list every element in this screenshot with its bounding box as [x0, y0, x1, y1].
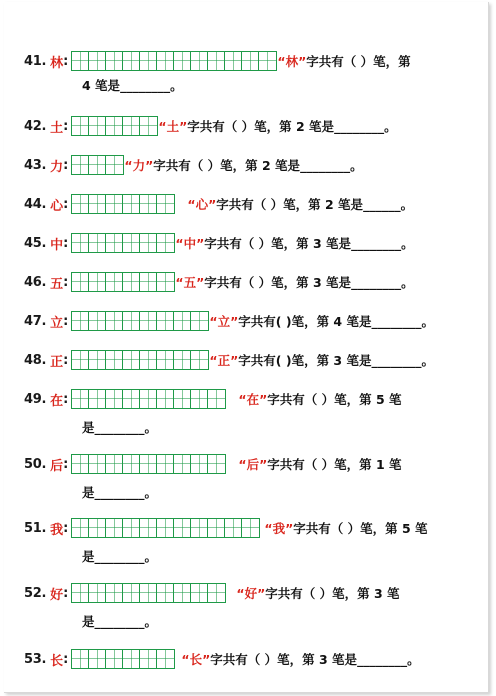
answer-blank[interactable]: ________	[300, 157, 351, 173]
question-43: 43. 力 : “力” 字共有（ ）笔，第 2 笔是 ________ 。	[24, 153, 484, 177]
period: 。	[144, 420, 158, 435]
quoted-character: “力”	[124, 158, 154, 173]
question-text: 字共有（ ）笔，第 2 笔是	[153, 158, 301, 173]
question-text: 字共有（ ）笔，第 2 笔是	[187, 119, 335, 134]
target-character: 我	[50, 522, 64, 538]
question-text: 字共有（ ）笔，第 3 笔是	[210, 652, 358, 667]
target-character: 长	[50, 653, 64, 669]
stroke-writing-grid[interactable]	[71, 649, 175, 669]
period: 。	[401, 275, 414, 290]
answer-blank[interactable]: ________	[371, 313, 422, 329]
question-52: 52. 好 : “好” 字共有（ ）笔，第 3 笔 是 ________ 。	[24, 581, 484, 633]
question-number: 48.	[24, 352, 47, 368]
quoted-character: “在”	[238, 392, 268, 407]
answer-blank[interactable]: ______	[363, 196, 401, 212]
question-text: 字共有（ ）笔，第 3 笔是	[204, 236, 352, 251]
question-50: 50. 后 : “后” 字共有（ ）笔，第 1 笔 是 ________ 。	[24, 452, 484, 504]
question-45: 45. 中 : “中” 字共有（ ）笔，第 3 笔是 ________ 。	[24, 231, 484, 255]
period: 。	[144, 549, 158, 564]
question-41: 41. 林 : “林” 字共有（ ）笔，第 4 笔是 ________ 。	[24, 49, 484, 97]
target-character: 立	[50, 315, 64, 331]
answer-blank[interactable]: ________	[94, 419, 145, 435]
answer-blank[interactable]: ________	[94, 548, 145, 564]
question-number: 50.	[24, 456, 47, 472]
question-46: 46. 五 : “五” 字共有（ ）笔，第 3 笔是 ________ 。	[24, 270, 484, 294]
quoted-character: “五”	[175, 275, 205, 290]
question-number: 46.	[24, 274, 47, 290]
stroke-writing-grid[interactable]	[71, 389, 226, 409]
question-51: 51. 我 : “我” 字共有（ ）笔，第 5 笔 是 ________ 。	[24, 516, 484, 568]
question-44: 44. 心 : “心” 字共有（ ）笔，第 2 笔是 ______ 。	[24, 192, 484, 216]
worksheet-page	[4, 2, 489, 693]
period: 。	[407, 652, 420, 667]
question-number: 43.	[24, 157, 47, 173]
period: 。	[144, 614, 158, 629]
question-number: 47.	[24, 313, 47, 329]
stroke-writing-grid[interactable]	[71, 311, 209, 331]
stroke-writing-grid[interactable]	[71, 116, 158, 136]
target-character: 林	[50, 55, 64, 71]
answer-blank[interactable]: ________	[120, 77, 171, 93]
question-text: 字共有（ ）笔，第 3 笔是	[204, 275, 352, 290]
question-number: 41.	[24, 53, 47, 69]
quoted-character: “我”	[264, 521, 294, 536]
answer-blank[interactable]: ________	[94, 613, 145, 629]
question-42: 42. 土 : “土” 字共有（ ）笔，第 2 笔是 ________ 。	[24, 114, 484, 138]
question-text: 字共有（ ）笔，第 1 笔	[267, 457, 402, 472]
answer-blank[interactable]: ________	[94, 484, 145, 500]
period: 。	[350, 158, 363, 173]
stroke-writing-grid[interactable]	[71, 583, 226, 603]
question-text-cont: 是	[82, 420, 95, 435]
target-character: 土	[50, 120, 64, 136]
question-53: 53. 长 : “长” 字共有（ ）笔，第 3 笔是 ________ 。	[24, 647, 484, 671]
quoted-character: “心”	[187, 197, 217, 212]
stroke-writing-grid[interactable]	[71, 518, 260, 538]
question-text: 字共有（ ）笔，第 5 笔	[267, 392, 402, 407]
question-text: 字共有( )笔，第 3 笔是	[238, 353, 372, 368]
quoted-character: “后”	[238, 457, 268, 472]
question-text-cont: 4 笔是	[82, 78, 121, 93]
question-number: 53.	[24, 651, 47, 667]
stroke-writing-grid[interactable]	[71, 51, 277, 71]
quoted-character: “好”	[236, 586, 266, 601]
target-character: 正	[50, 354, 64, 370]
question-number: 52.	[24, 585, 47, 601]
question-text: 字共有（ ）笔，第 2 笔是	[216, 197, 364, 212]
answer-blank[interactable]: ________	[351, 235, 402, 251]
period: 。	[170, 78, 183, 93]
question-text: 字共有( )笔，第 4 笔是	[238, 314, 372, 329]
target-character: 力	[50, 159, 64, 175]
quoted-character: “土”	[158, 119, 188, 134]
stroke-writing-grid[interactable]	[71, 194, 175, 214]
quoted-character: “中”	[175, 236, 205, 251]
period: 。	[421, 314, 434, 329]
question-text-cont: 是	[82, 614, 95, 629]
answer-blank[interactable]: ________	[357, 651, 408, 667]
stroke-writing-grid[interactable]	[71, 233, 175, 253]
stroke-writing-grid[interactable]	[71, 350, 209, 370]
stroke-writing-grid[interactable]	[71, 272, 175, 292]
target-character: 心	[50, 198, 64, 214]
question-number: 44.	[24, 196, 47, 212]
period: 。	[400, 197, 414, 212]
stroke-writing-grid[interactable]	[71, 454, 226, 474]
question-text: 字共有（ ）笔，第	[306, 54, 411, 69]
question-48: 48. 正 : “正” 字共有( )笔，第 3 笔是 ________ 。	[24, 348, 484, 372]
answer-blank[interactable]: ________	[351, 274, 402, 290]
quoted-character: “长”	[181, 652, 211, 667]
target-character: 在	[50, 393, 64, 409]
period: 。	[144, 485, 158, 500]
quoted-character: “林”	[277, 54, 307, 69]
question-text-cont: 是	[82, 485, 95, 500]
question-number: 49.	[24, 391, 47, 407]
question-text-cont: 是	[82, 549, 95, 564]
period: 。	[401, 236, 414, 251]
answer-blank[interactable]: ________	[334, 118, 385, 134]
target-character: 五	[50, 276, 64, 292]
question-number: 45.	[24, 235, 47, 251]
question-number: 51.	[24, 520, 47, 536]
period: 。	[384, 119, 397, 134]
quoted-character: “正”	[209, 353, 239, 368]
question-49: 49. 在 : “在” 字共有（ ）笔，第 5 笔 是 ________ 。	[24, 387, 484, 439]
target-character: 后	[50, 458, 64, 474]
question-text: 字共有（ ）笔，第 5 笔	[293, 521, 428, 536]
answer-blank[interactable]: ________	[371, 352, 422, 368]
question-text: 字共有（ ）笔，第 3 笔	[265, 586, 400, 601]
target-character: 中	[50, 237, 64, 253]
period: 。	[421, 353, 434, 368]
question-number: 42.	[24, 118, 47, 134]
target-character: 好	[50, 587, 64, 603]
question-47: 47. 立 : “立” 字共有( )笔，第 4 笔是 ________ 。	[24, 309, 484, 333]
stroke-writing-grid[interactable]	[71, 155, 124, 175]
quoted-character: “立”	[209, 314, 239, 329]
